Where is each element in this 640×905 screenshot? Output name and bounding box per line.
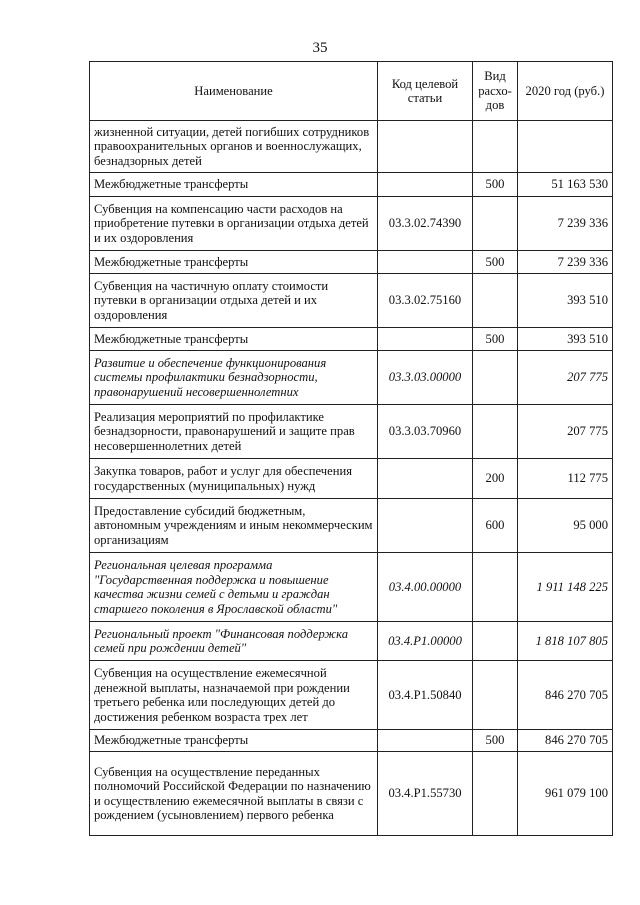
row-expense-type: 200 [473,459,518,499]
row-amount: 846 270 705 [518,661,613,730]
header-expense-type: Вид расхо- дов [473,62,518,121]
row-name: Предоставление субсидий бюджетным, автономным учреждениям и иным некоммерческим организациям [90,499,378,553]
row-code: 03.4.P1.00000 [378,622,473,661]
row-name: Субвенция на осуществление переданных полномочий Российской Федерации по назначению и осуществлению ежемесячной выплаты в связи с рождением (усыновлением) первого ребенка [90,752,378,836]
row-code: 03.4.P1.55730 [378,752,473,836]
row-code [378,730,473,752]
row-amount: 393 510 [518,328,613,351]
table-row [90,752,613,836]
table-header-row [90,62,613,121]
table-row [90,661,613,730]
table-row [90,251,613,274]
row-name: Субвенция на частичную оплату стоимости путевки в организации отдыха детей и их оздоровления [90,274,378,328]
row-code [378,328,473,351]
row-code: 03.3.02.75160 [378,274,473,328]
row-name: Межбюджетные трансферты [90,251,378,274]
row-name: Региональный проект "Финансовая поддержка семей при рождении детей" [90,622,378,661]
row-code [378,499,473,553]
row-name: Межбюджетные трансферты [90,173,378,197]
table-row [90,197,613,251]
row-expense-type [473,274,518,328]
row-amount [518,121,613,173]
row-code [378,459,473,499]
table-row [90,351,613,405]
row-expense-type [473,197,518,251]
row-code [378,251,473,274]
row-code: 03.4.00.00000 [378,553,473,622]
table-row [90,459,613,499]
row-amount: 7 239 336 [518,251,613,274]
table-row [90,173,613,197]
row-name: Реализация мероприятий по профилактике безнадзорности, правонарушений и защите прав несовершеннолетних детей [90,405,378,459]
table-row [90,405,613,459]
header-year-2020: 2020 год (руб.) [518,62,613,121]
row-amount: 1 818 107 805 [518,622,613,661]
header-code: Код целевой статьи [378,62,473,121]
table-row [90,499,613,553]
row-name: Региональная целевая программа "Государственная поддержка и повышение качества жизни семей с детьми и граждан старшего поколения в Ярославской области" [90,553,378,622]
row-amount: 207 775 [518,405,613,459]
row-amount: 961 079 100 [518,752,613,836]
row-code: 03.3.03.70960 [378,405,473,459]
row-expense-type [473,405,518,459]
row-expense-type [473,351,518,405]
row-expense-type: 500 [473,328,518,351]
row-expense-type [473,553,518,622]
row-expense-type: 600 [473,499,518,553]
row-expense-type: 500 [473,173,518,197]
row-code: 03.3.02.74390 [378,197,473,251]
row-name: жизненной ситуации, детей погибших сотрудников правоохранительных органов и военнослужащих, безнадзорных детей [90,121,378,173]
row-code: 03.3.03.00000 [378,351,473,405]
row-code: 03.4.P1.50840 [378,661,473,730]
row-amount: 112 775 [518,459,613,499]
row-name: Развитие и обеспечение функционирования системы профилактики безнадзорности, правонарушений несовершеннолетних [90,351,378,405]
row-expense-type [473,752,518,836]
row-amount: 207 775 [518,351,613,405]
row-code [378,121,473,173]
row-amount: 51 163 530 [518,173,613,197]
row-amount: 95 000 [518,499,613,553]
row-amount: 7 239 336 [518,197,613,251]
row-name: Межбюджетные трансферты [90,730,378,752]
table-row [90,730,613,752]
row-amount: 1 911 148 225 [518,553,613,622]
row-expense-type [473,622,518,661]
table-row [90,274,613,328]
row-expense-type [473,121,518,173]
row-name: Субвенция на компенсацию части расходов на приобретение путевки в организации отдыха детей и их оздоровления [90,197,378,251]
table-row [90,121,613,173]
row-code [378,173,473,197]
table-row [90,328,613,351]
budget-table [89,61,613,836]
row-expense-type [473,661,518,730]
row-name: Межбюджетные трансферты [90,328,378,351]
row-expense-type: 500 [473,730,518,752]
table-row [90,553,613,622]
row-amount: 846 270 705 [518,730,613,752]
header-name: Наименование [90,62,378,121]
row-expense-type: 500 [473,251,518,274]
page-number: 35 [312,40,328,56]
row-name: Закупка товаров, работ и услуг для обеспечения государственных (муниципальных) нужд [90,459,378,499]
row-amount: 393 510 [518,274,613,328]
row-name: Субвенция на осуществление ежемесячной денежной выплаты, назначаемой при рождении третьего ребенка или последующих детей до достижения ребенком возраста трех лет [90,661,378,730]
table-row [90,622,613,661]
table-body [90,121,613,836]
